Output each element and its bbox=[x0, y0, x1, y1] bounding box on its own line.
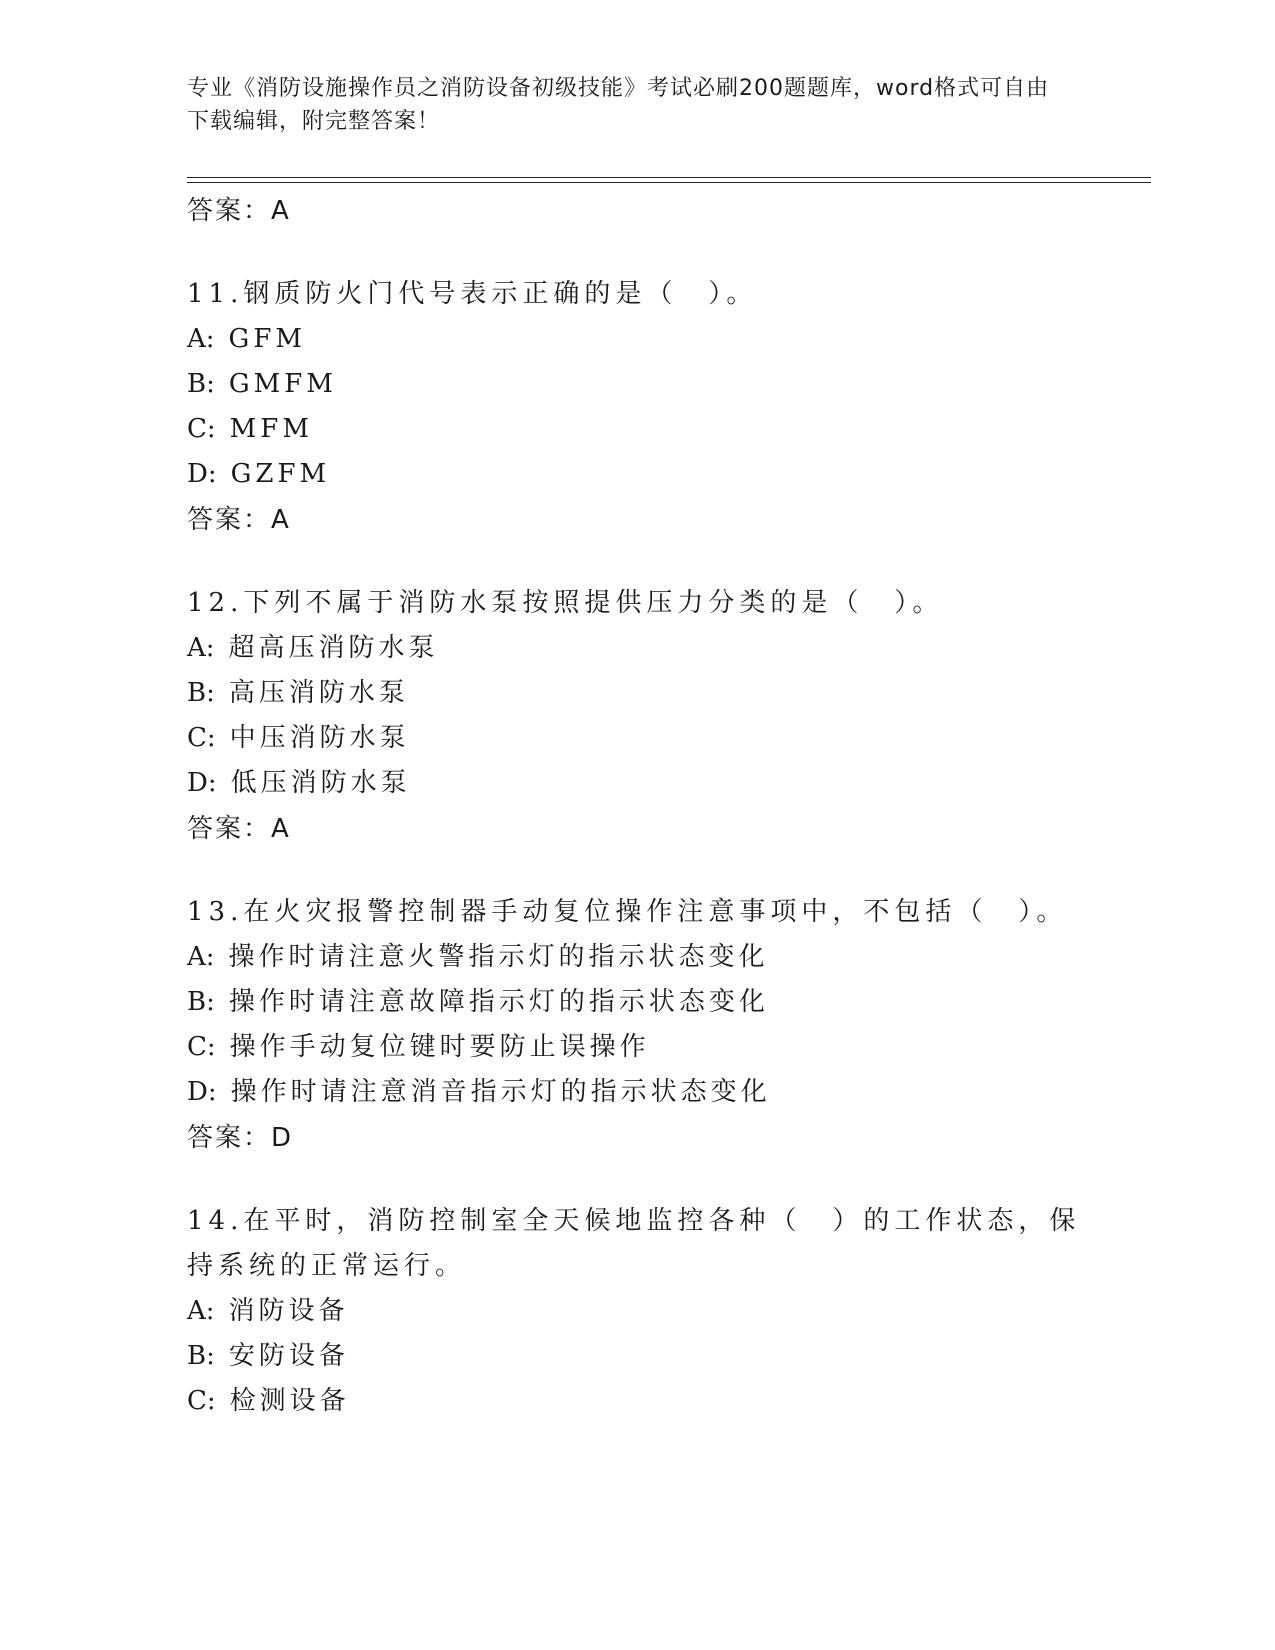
option-a: A: GFM bbox=[187, 324, 306, 354]
option-c: C: MFM bbox=[187, 414, 313, 444]
option-d: D: 低压消防水泵 bbox=[187, 768, 411, 798]
option-c: C: 操作手动复位键时要防止误操作 bbox=[187, 1032, 650, 1062]
question-stem: 12.下列不属于消防水泵按照提供压力分类的是（ ）。 bbox=[187, 588, 944, 618]
answer-line: 答案：A bbox=[187, 196, 291, 226]
question-12 bbox=[187, 581, 1107, 846]
option-c: C: 中压消防水泵 bbox=[187, 723, 410, 753]
answer-line: 答案：A bbox=[187, 814, 291, 844]
option-a: A: 操作时请注意火警指示灯的指示状态变化 bbox=[187, 942, 769, 972]
option-a: A: 超高压消防水泵 bbox=[187, 633, 439, 663]
header-rule-top bbox=[187, 177, 1151, 178]
question-stem: 11.钢质防火门代号表示正确的是（ ）。 bbox=[187, 279, 758, 309]
option-b: B: 安防设备 bbox=[187, 1341, 349, 1371]
question-11 bbox=[187, 272, 1107, 537]
question-list bbox=[187, 188, 1107, 1424]
answer-line: 答案：D bbox=[187, 1123, 294, 1153]
option-a: A: 消防设备 bbox=[187, 1296, 349, 1326]
question-stem: 14.在平时，消防控制室全天候地监控各种（ ）的工作状态，保持系统的正常运行。 bbox=[187, 1206, 1081, 1281]
document-header: 专业《消防设施操作员之消防设备初级技能》考试必刷200题题库，word格式可自由下载编辑，附完整答案！ bbox=[187, 76, 1050, 134]
header-rule-bottom bbox=[187, 182, 1151, 183]
option-d: D: GZFM bbox=[187, 459, 331, 489]
question-stem: 13.在火灾报警控制器手动复位操作注意事项中，不包括（ ）。 bbox=[187, 897, 1068, 927]
option-b: B: GMFM bbox=[187, 369, 337, 399]
option-c: C: 检测设备 bbox=[187, 1386, 350, 1416]
answer-line: 答案：A bbox=[187, 505, 291, 535]
question-13 bbox=[187, 890, 1107, 1155]
option-b: B: 操作时请注意故障指示灯的指示状态变化 bbox=[187, 987, 769, 1017]
question-14 bbox=[187, 1199, 1107, 1424]
option-b: B: 高压消防水泵 bbox=[187, 678, 409, 708]
option-d: D: 操作时请注意消音指示灯的指示状态变化 bbox=[187, 1077, 771, 1107]
